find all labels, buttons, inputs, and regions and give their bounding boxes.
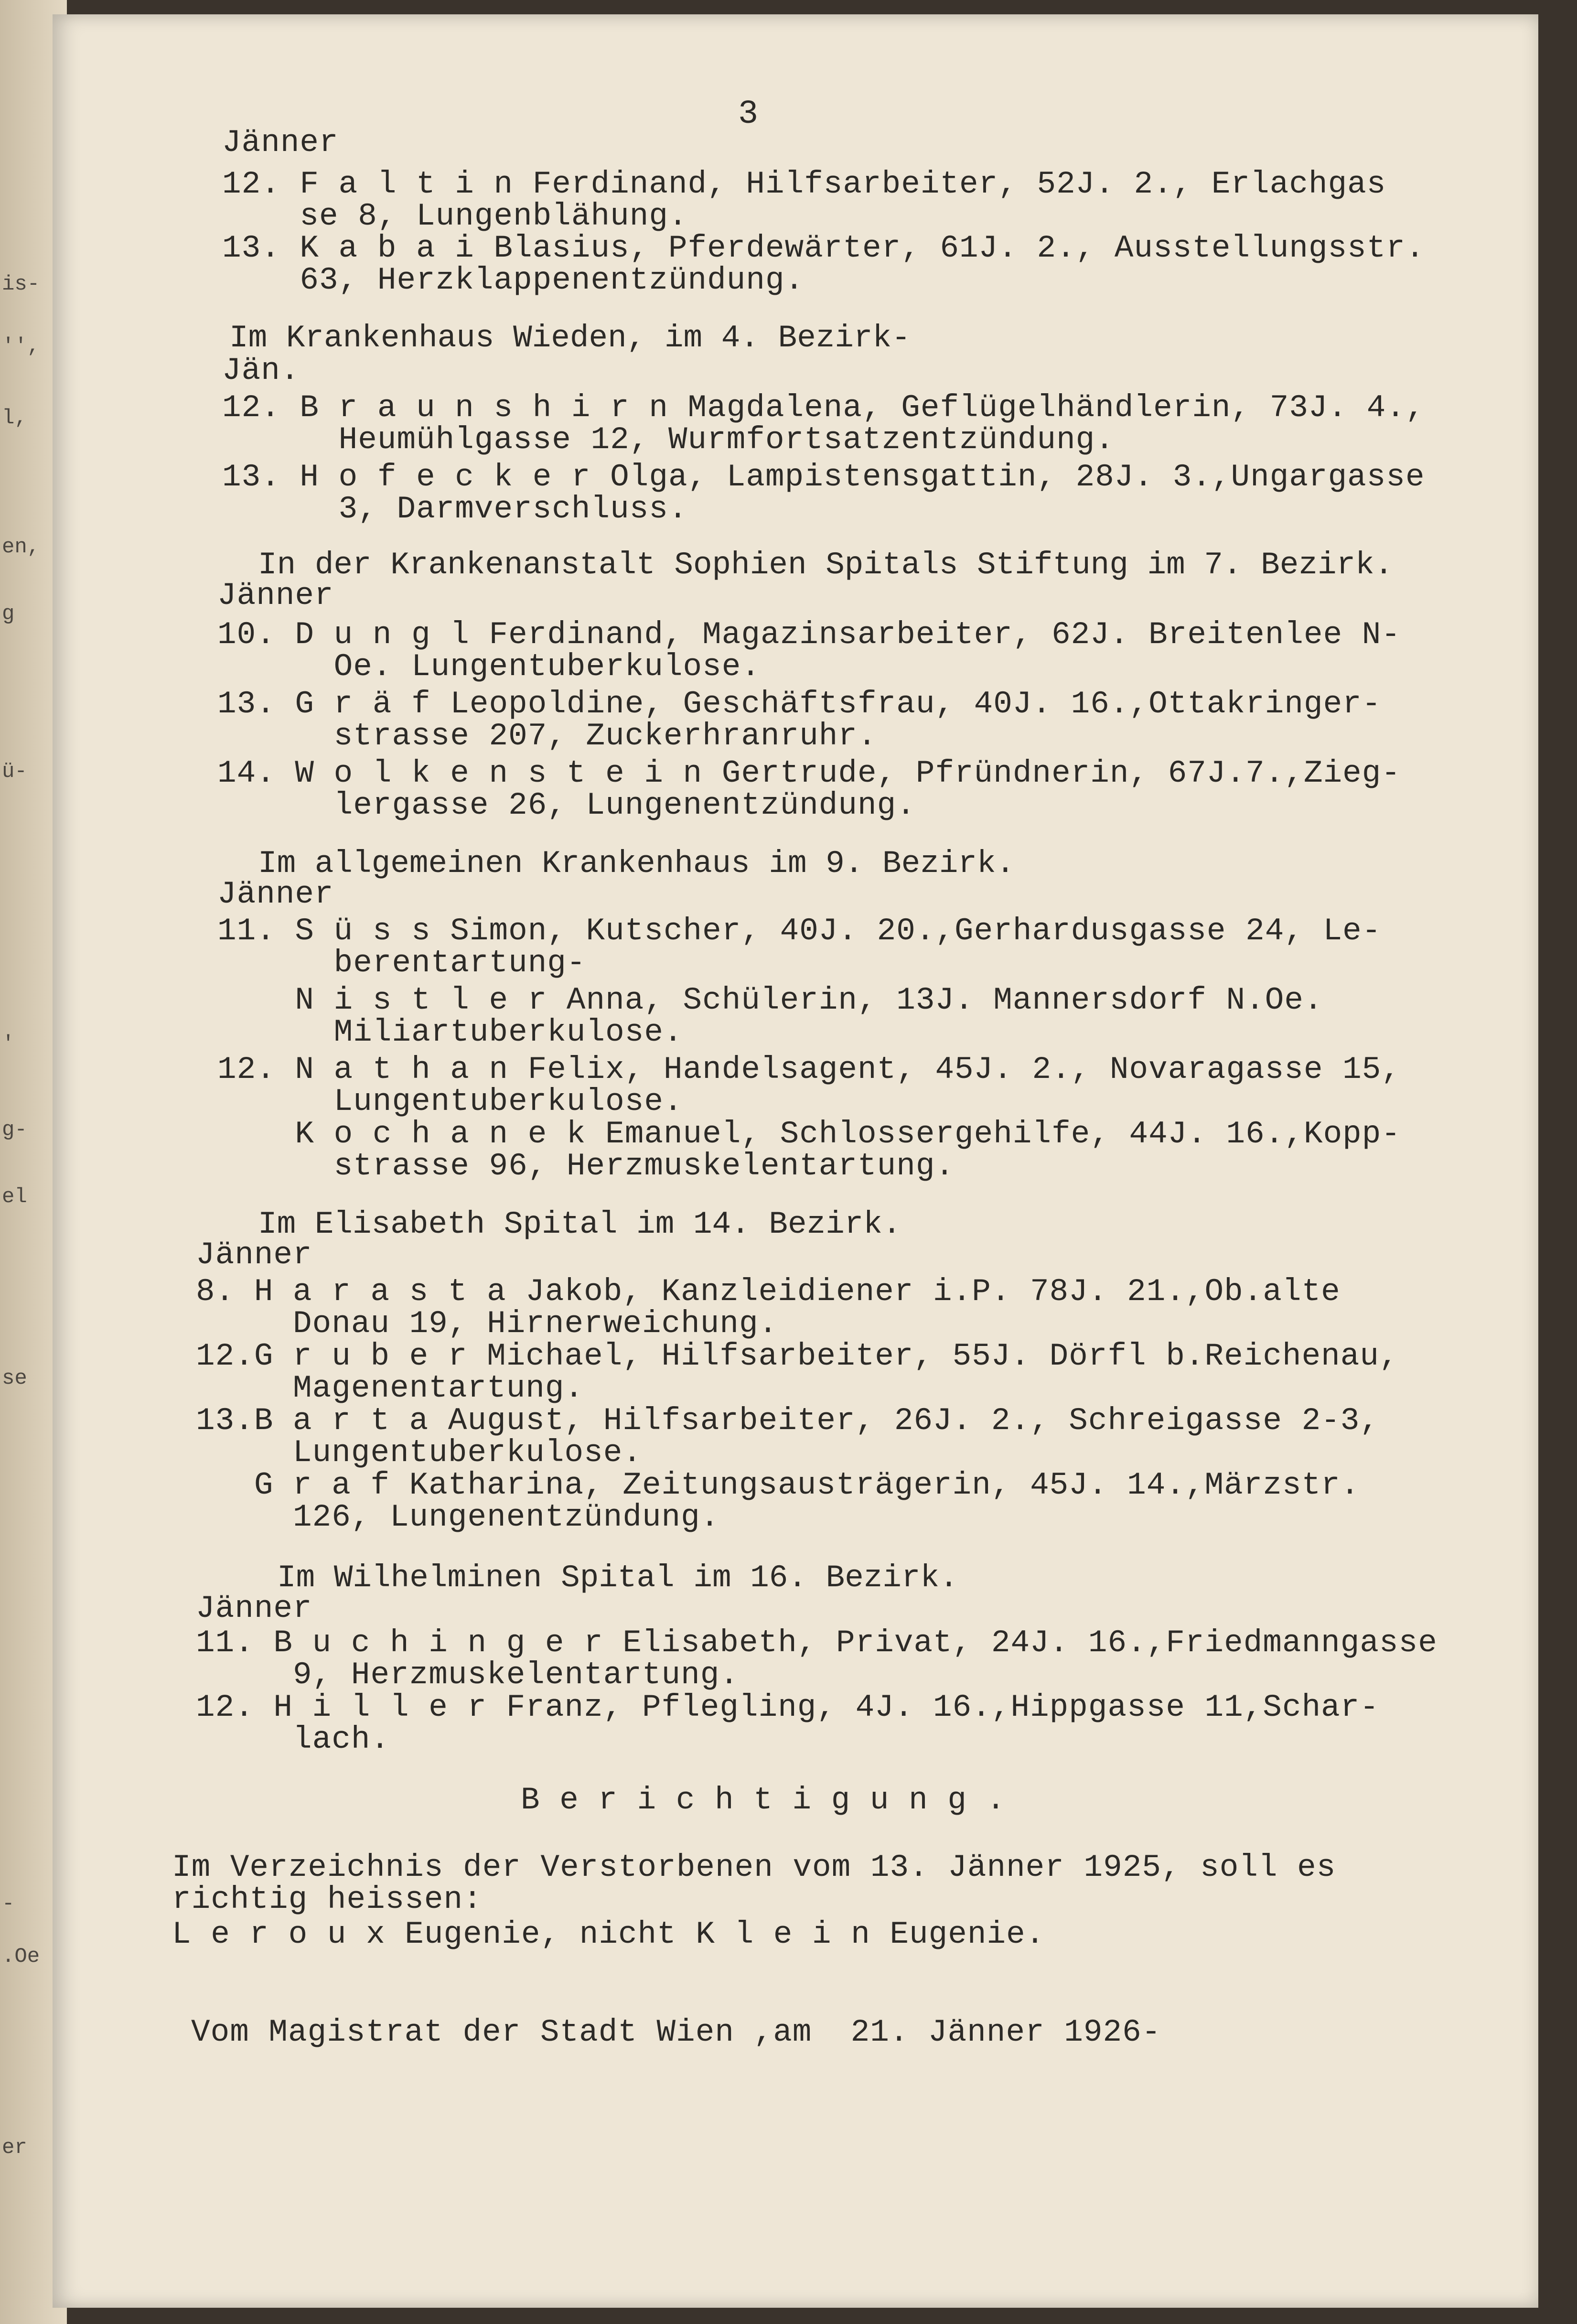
month-label: Jänner [196, 1237, 312, 1273]
correction-line: richtig heissen: [172, 1882, 483, 1917]
entry-line: strasse 96, Herzmuskelentartung. [217, 1148, 955, 1184]
entry-line: 10. D u n g l Ferdinand, Magazinsarbeiter, 62J. Breitenlee N- [217, 617, 1401, 653]
prev-page-fragment: l, [2, 406, 27, 430]
entry-line: 11. S ü s s Simon, Kutscher, 40J. 20.,Gerhardusgasse 24, Le- [217, 913, 1382, 949]
prev-page-fragment: '', [2, 334, 40, 358]
prev-page-fragment: ' [2, 1032, 15, 1056]
entry-line: 11. B u c h i n g e r Elisabeth, Privat, 24J. 16.,Friedmanngasse [196, 1625, 1438, 1661]
entry-line: se 8, Lungenblähung. [222, 198, 688, 234]
prev-page-fragment: is- [2, 272, 40, 296]
month-label: Jänner [196, 1591, 312, 1626]
month-label: Jänner [217, 578, 334, 613]
entry-line: 12. B r a u n s h i r n Magdalena, Geflügelhändlerin, 73J. 4., [222, 390, 1425, 426]
prev-page-fragment: g- [2, 1118, 27, 1142]
entry-line: Oe. Lungentuberkulose. [217, 649, 761, 685]
entry-line: 3, Darmverschluss. [222, 491, 688, 527]
entry-line: strasse 207, Zuckerhranruhr. [217, 718, 877, 754]
entry-line: lergasse 26, Lungenentzündung. [217, 787, 916, 823]
entry-line: Miliartuberkulose. [217, 1014, 683, 1050]
month-label: Jänner [217, 876, 334, 912]
correction-line: Im Verzeichnis der Verstorbenen vom 13. Jänner 1925, soll es [172, 1850, 1336, 1885]
entry-line: 13. G r ä f Leopoldine, Geschäftsfrau, 40J. 16.,Ottakringer- [217, 686, 1382, 722]
prev-page-fragment: el [2, 1185, 27, 1209]
entry-line: berentartung- [217, 945, 586, 981]
entry-line: 13.B a r t a August, Hilfsarbeiter, 26J. 2., Schreigasse 2-3, [196, 1403, 1379, 1439]
entry-line: 12.G r u b e r Michael, Hilfsarbeiter, 55J. Dörfl b.Reichenau, [196, 1338, 1399, 1374]
entry-line: 12. F a l t i n Ferdinand, Hilfsarbeiter, 52J. 2., Erlachgas [222, 166, 1386, 202]
entry-line: 13. K a b a i Blasius, Pferdewärter, 61J. 2., Ausstellungsstr. [222, 230, 1425, 266]
prev-page-fragment: ü- [2, 760, 27, 784]
section-heading: Im Krankenhaus Wieden, im 4. Bezirk- [229, 320, 911, 356]
entry-line: 13. H o f e c k e r Olga, Lampistensgattin, 28J. 3.,Ungargasse [222, 459, 1425, 495]
entry-line: lach. [196, 1721, 390, 1757]
entry-line: Lungentuberkulose. [196, 1435, 642, 1471]
correction-line: L e r o u x Eugenie, nicht K l e i n Eugenie. [172, 1916, 1045, 1952]
entry-line: N i s t l e r Anna, Schülerin, 13J. Mannersdorf N.Oe. [217, 982, 1323, 1018]
entry-line: Magenentartung. [196, 1370, 584, 1406]
section-heading: Im Wilhelminen Spital im 16. Bezirk. [277, 1560, 958, 1596]
section-heading: Im allgemeinen Krankenhaus im 9. Bezirk. [258, 846, 1015, 882]
entry-line: 9, Herzmuskelentartung. [196, 1657, 739, 1693]
month-label: Jän. [222, 353, 300, 388]
entry-line: 8. H a r a s t a Jakob, Kanzleidiener i.P. 78J. 21.,Ob.alte [196, 1274, 1341, 1310]
entry-line: 12. H i l l e r Franz, Pflegling, 4J. 16.,Hippgasse 11,Schar- [196, 1689, 1379, 1725]
prev-page-fragment: g [2, 602, 15, 626]
month-label: Jänner [222, 125, 339, 161]
entry-line: Heumühlgasse 12, Wurmfortsatzentzündung. [222, 422, 1115, 458]
prev-page-fragment: .Oe [2, 1945, 40, 1969]
prev-page-fragment: se [2, 1366, 27, 1390]
prev-page-fragment: er [2, 2136, 27, 2160]
prev-page-fragment: - [2, 1892, 15, 1916]
entry-line: Donau 19, Hirnerweichung. [196, 1306, 778, 1342]
entry-line: 14. W o l k e n s t e i n Gertrude, Pfründnerin, 67J.7.,Zieg- [217, 755, 1401, 791]
page-number: 3 [738, 96, 759, 133]
entry-line: G r a f Katharina, Zeitungsausträgerin, 45J. 14.,Märzstr. [196, 1467, 1360, 1503]
entry-line: 63, Herzklappenentzündung. [222, 262, 805, 298]
entry-line: 126, Lungenentzündung. [196, 1499, 720, 1535]
section-heading: In der Krankenanstalt Sophien Spitals Stiftung im 7. Bezirk. [258, 547, 1394, 583]
document-page [53, 14, 1538, 2308]
entry-line: K o c h a n e k Emanuel, Schlossergehilfe, 44J. 16.,Kopp- [217, 1116, 1401, 1152]
entry-line: 12. N a t h a n Felix, Handelsagent, 45J. 2., Novaragasse 15, [217, 1052, 1401, 1087]
footer-signature: Vom Magistrat der Stadt Wien ,am 21. Jänner 1926- [191, 2014, 1161, 2050]
entry-line: Lungentuberkulose. [217, 1084, 683, 1119]
section-heading: Im Elisabeth Spital im 14. Bezirk. [258, 1206, 901, 1242]
prev-page-fragment: en, [2, 535, 40, 559]
correction-title: B e r i c h t i g u n g . [521, 1782, 1006, 1818]
